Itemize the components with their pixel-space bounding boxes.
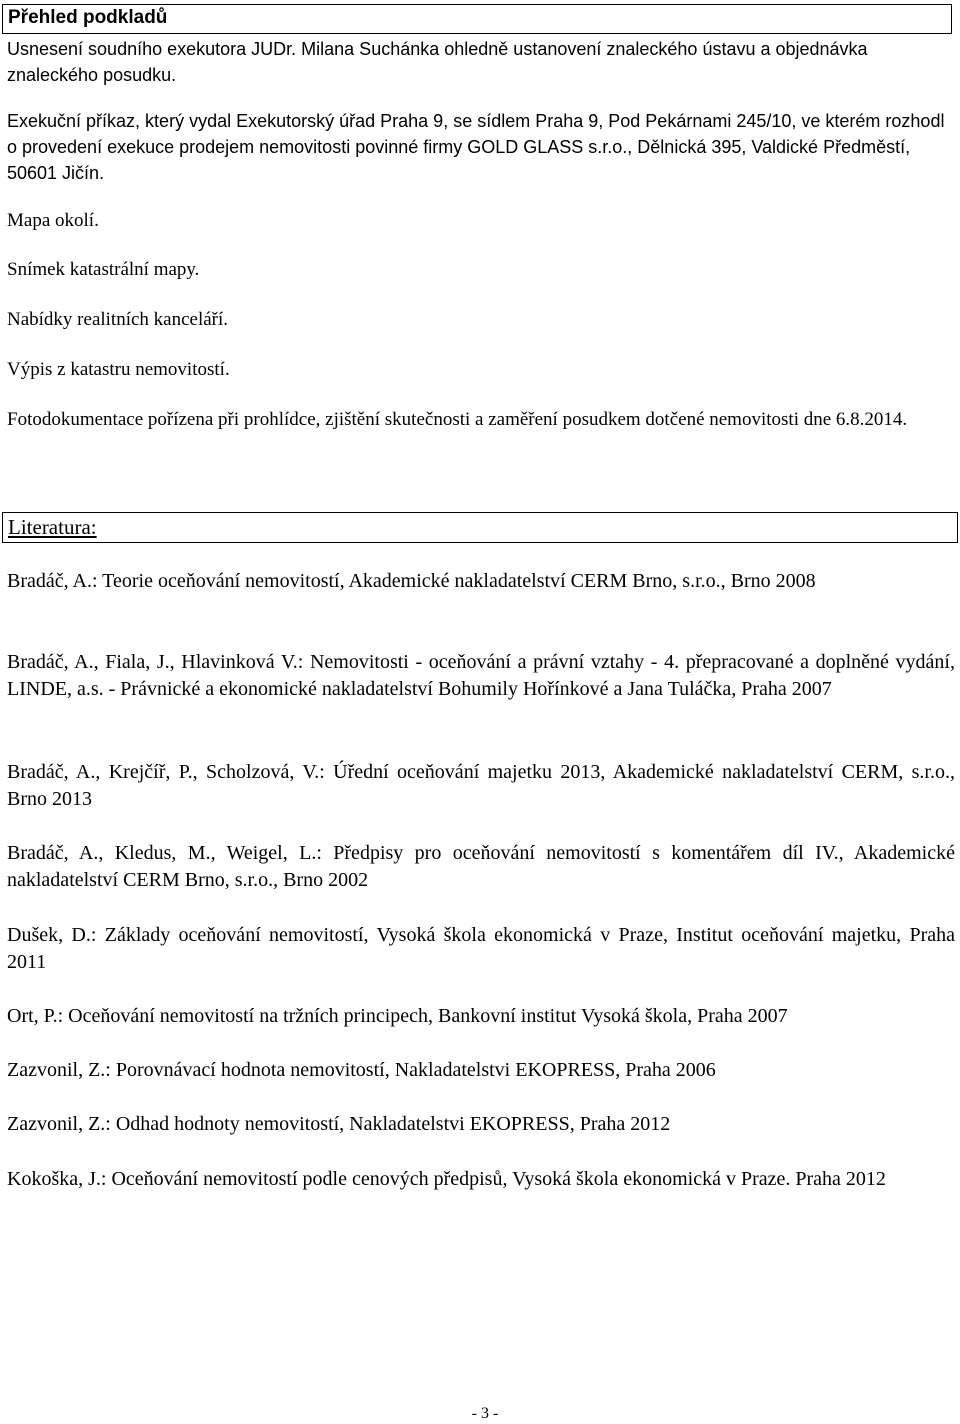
literature-item: Kokoška, J.: Oceňování nemovitostí podle cenových předpisů, Vysoká škola ekonomická v Praze. Praha 2012	[7, 1168, 886, 1190]
literature-item: Bradáč, A., Krejčíř, P., Scholzová, V.: Úřední oceňování majetku 2013, Akademické nakladatelství CERM, s.r.o., Brno 2013	[7, 761, 955, 810]
literature-heading-text: Literatura:	[8, 515, 97, 539]
literature-item: Ort, P.: Oceňování nemovitostí na tržních principech, Bankovní institut Vysoká škola, Praha 2007	[7, 1005, 788, 1027]
literature-item: Bradáč, A., Fiala, J., Hlavinková V.: Nemovitosti - oceňování a právní vztahy - 4. přepracované a doplněné vydání, LINDE, a.s. - Právnické a ekonomické nakladatelství Bohumily Hořínkové a Jana Tuláčka, Praha 2007	[7, 651, 955, 700]
literature-heading	[2, 512, 958, 543]
source-item: Mapa okolí.	[7, 210, 99, 231]
literature-item: Zazvonil, Z.: Porovnávací hodnota nemovitostí, Nakladatelstvi EKOPRESS, Praha 2006	[7, 1059, 716, 1081]
source-item: Exekuční příkaz, který vydal Exekutorský úřad Praha 9, se sídlem Praha 9, Pod Pekárnami 245/10, ve kterém rozhodl o provedení exekuce prodejem nemovitosti povinné firmy GOLD GLASS s.r.o., Dělnická 395, Valdické Předměstí, 50601 Jičín.	[7, 111, 945, 183]
source-item: Fotodokumentace pořízena při prohlídce, zjištění skutečnosti a zaměření posudkem dotčené nemovitosti dne 6.8.2014.	[7, 409, 908, 430]
literature-item: Bradáč, A., Kledus, M., Weigel, L.: Předpisy pro oceňování nemovitostí s komentářem díl IV., Akademické nakladatelství CERM Brno, s.r.o., Brno 2002	[7, 842, 955, 891]
literature-item: Bradáč, A.: Teorie oceňování nemovitostí, Akademické nakladatelství CERM Brno, s.r.o., Brno 2008	[7, 570, 816, 592]
sources-heading: Přehled podkladů	[2, 4, 952, 34]
literature-item: Dušek, D.: Základy oceňování nemovitostí, Vysoká škola ekonomická v Praze, Institut oceňování majetku, Praha 2011	[7, 924, 955, 973]
page-footer	[0, 1404, 960, 1424]
literature-item: Zazvonil, Z.: Odhad hodnoty nemovitostí, Nakladatelstvi EKOPRESS, Praha 2012	[7, 1113, 671, 1135]
source-item: Snímek katastrální mapy.	[7, 259, 200, 280]
source-item: Nabídky realitních kanceláří.	[7, 309, 229, 330]
page-number: - 3 -	[471, 1405, 499, 1422]
source-item: Výpis z katastru nemovitostí.	[7, 359, 230, 380]
source-item: Usnesení soudního exekutora JUDr. Milana Suchánka ohledně ustanovení znaleckého ústavu a objednávka znaleckého posudku.	[7, 39, 868, 85]
